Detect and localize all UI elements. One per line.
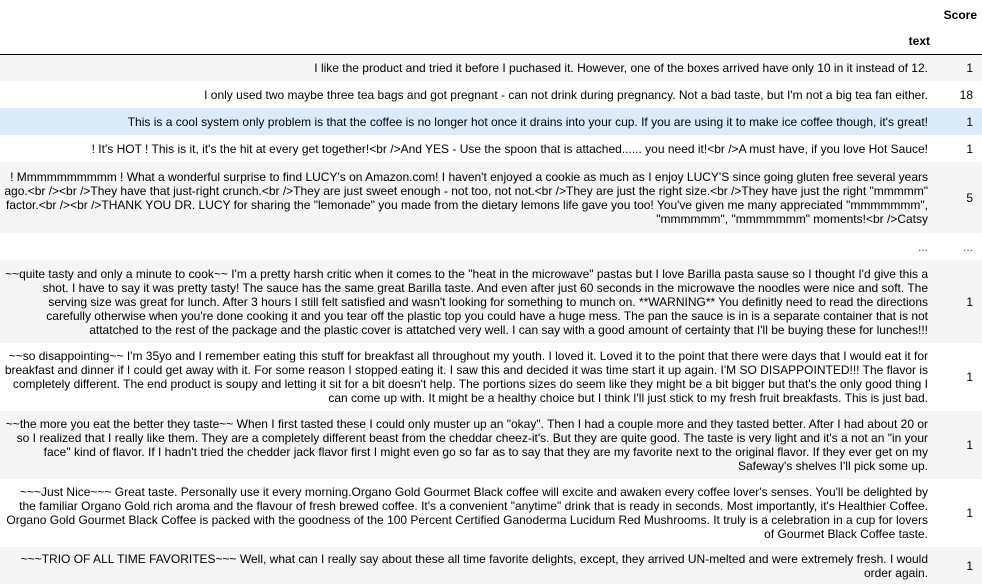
table-row[interactable]: [0, 411, 982, 479]
row-score: 1: [966, 60, 973, 75]
table-body: [0, 54, 982, 584]
row-score: 1: [966, 141, 973, 156]
header-row-index-name: [0, 28, 982, 54]
row-text: ~~the more you eat the better they taste~~ When I first tasted these I could only muster up an "okay". Then I had a couple more and they tasted better. After I had about 20 or so I realized that I really like them. They are a completely different beast from the cheddar cheez-it's. But they are quite good. The taste is very light and it's a not an "in your face" kind of flavor. If I hadn't tried the chedder jack flavor first I might even go so far as to say that they are my favorite next to the original flavor. If they ever get on my Safeway's shelves I'll pick some up.: [5, 417, 928, 473]
row-text: ~~~Just Nice~~~ Great taste. Personally use it every morning.Organo Gold Gourmet Black coffee will excite and awaken every coffee lover's senses. You'll be delighted by the familiar Organo Gold rich aroma and the flavour of fresh brewed coffee. It's a convenient "anytime" drink that is ready in seconds. Most importantly, it's Healthier Coffee. Organo Gold Gourmet Black Coffee is packed with the goodness of the 100 Percent Certified Ganoderma Lucidum Red Mushrooms. It truly is a celebration in a cup for lovers of Gourmet Black Coffee taste.: [6, 485, 928, 541]
table-row[interactable]: [0, 343, 982, 411]
row-text-ellipsis: ...: [917, 239, 928, 254]
table-row[interactable]: [0, 547, 982, 584]
table-header: [0, 0, 982, 54]
index-name-blank: [935, 28, 982, 54]
row-text: ! Mmmmmmmmmm ! What a wonderful surprise to find LUCY's on Amazon.com! I haven't enjoyed a cookie as much as I enjoy LUCY'S since going gluten free several years ago.<br /><br />They have that just-right crunch.<br />They are just sweet enough - not too, not not.<br />They are just the right size.<br />They have just the right "mmmmm" factor.<br /><br />THANK YOU DR. LUCY for sharing the "lemonade" you made from the dietary lemons life gave you too! You've given me many appreciated "mmmmmmm", "mmmmmm", "mmmmmmm" moments!<br />Catsy: [4, 169, 928, 226]
table-row[interactable]: [0, 162, 982, 233]
row-score: 1: [966, 558, 973, 573]
row-score: 1: [966, 294, 973, 309]
table-row[interactable]: [0, 135, 982, 162]
index-header-blank: [0, 0, 935, 28]
row-score: 18: [959, 87, 973, 102]
score-column-header: Score: [943, 8, 977, 22]
row-score: 1: [966, 114, 973, 129]
row-text: ~~so disappointing~~ I'm 35yo and I remember eating this stuff for breakfast all throughout my youth. I loved it. Loved it to the point that there were days that I would eat it for breakfast and dinner if I could get away with it. For some reason I stopped eating it. I saw this and decided it was time start it up again. I'M SO DISAPPOINTED!!! The flavor is completely different. The end product is soupy and letting it sit for a bit doesn't help. The portions sizes do seem like they might be a bit bigger but that's the only good thing I can come up with. It might be a healthy choice but I think I'll just stick to my fresh fruit breakfasts. This is just bad.: [4, 349, 928, 405]
row-text: I like the product and tried it before I puchased it. However, one of the boxes arrived have only 10 in it instead of 12.: [314, 60, 928, 75]
table-row[interactable]: [0, 81, 982, 108]
row-score-ellipsis: ...: [962, 239, 973, 254]
row-text: ! It's HOT ! This is it, it's the hit at every get together!<br />And YES - Use the spoon that is attached...... you need it!<br />A must have, if you love Hot Sauce!: [91, 141, 928, 156]
row-text: ~~~TRIO OF ALL TIME FAVORITES~~~ Well, what can I really say about these all time favorite delights, except, they arrived UN-melted and were extremely fresh. I would order again.: [20, 551, 928, 580]
table-row-hovered[interactable]: [0, 108, 982, 135]
header-row-columns: [0, 0, 982, 28]
table-row[interactable]: [0, 479, 982, 547]
text-index-header: text: [908, 34, 930, 48]
row-text: This is a cool system only problem is that the coffee is no longer hot once it drains into your cup. If you are using it to make ice coffee though, it's great!: [127, 114, 928, 129]
table-row[interactable]: [0, 260, 982, 343]
row-score: 1: [966, 370, 973, 384]
table-row[interactable]: [0, 54, 982, 81]
row-score: 5: [966, 190, 973, 205]
row-text: I only used two maybe three tea bags and got pregnant - can not drink during pregnancy. Not a bad taste, but I'm not a big tea fan either.: [204, 87, 928, 102]
row-score: 1: [966, 506, 973, 520]
row-text: ~~quite tasty and only a minute to cook~~ I'm a pretty harsh critic when it comes to the "heat in the microwave" pastas but I love Barilla pasta sause so I thought I'd give this a shot. I have to say it was pretty tasty! The sauce has the same great Barilla taste. And even after just 60 seconds in the microwave the noodles were nice and soft. The serving size was great for lunch. After 3 hours I still felt satisfied and wasn't looking for something to munch on. **WARNING** You definitly need to read the directions carefully otherwise when you're done cooking it and you tear off the plastic top you could have a huge mess. The pan the sauce is in is a separate container that is not attatched to the rest of the package and the plastic cover is attatched very well. I can say with a good amount of certainty that I'll be buying these for lunches!!!: [5, 266, 928, 337]
table-row-ellipsis: [0, 233, 982, 260]
row-score: 1: [966, 438, 973, 452]
